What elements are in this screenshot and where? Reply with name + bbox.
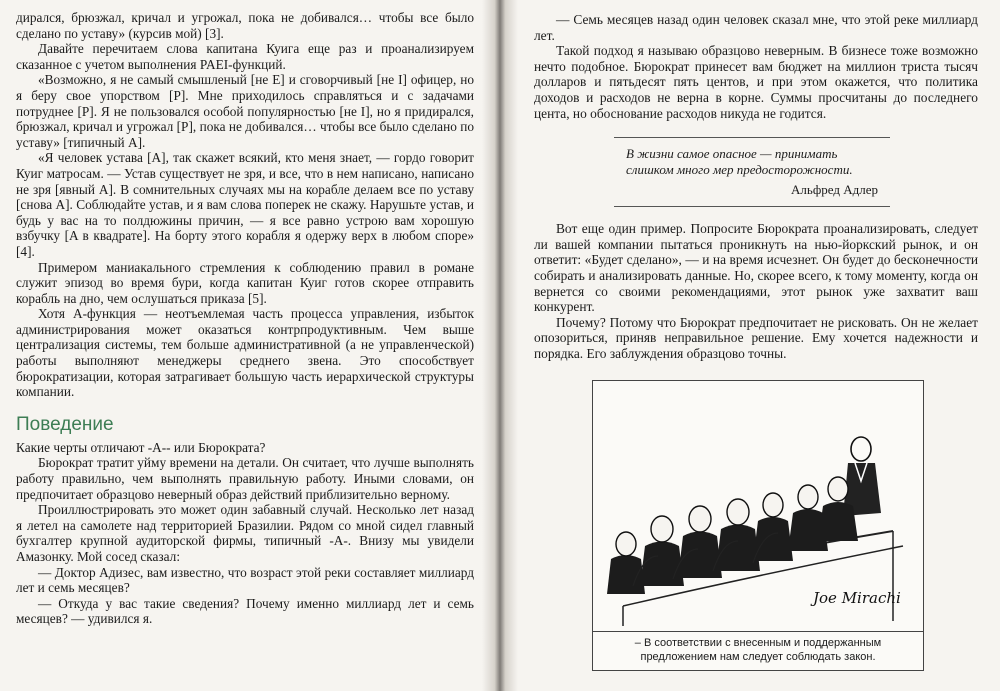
paragraph: Давайте перечитаем слова капитана Куига еще раз и проанализируем сказанное с учетом выполнения PAEI-функций. — [16, 41, 474, 72]
paragraph: Почему? Потому что Бюрократ предпочитает не рисковать. Он не желает опозориться, приняв неправильное решение. Ему хочется надежности и порядка. Его заблуждения образцово точны. — [534, 314, 978, 361]
paragraph: — Семь месяцев назад один человек сказал мне, что этой реке миллиард лет. — [534, 12, 978, 43]
paragraph: Хотя A-функция — неотъемлемая часть процесса управления, избыток администрирования может оказаться контрпродуктивным. Чем выше централизация системы, тем больше административной (а не управленческой) работы выполняют менеджеры среднего звена. Это способствует бюрократизации, которая затрагивает большую часть иерархической структуры компании. — [16, 306, 474, 400]
paragraph: — Доктор Адизес, вам известно, что возраст этой реки составляет миллиард лет и семь месяцев? — [16, 564, 474, 596]
left-page — [0, 0, 492, 691]
epigraph-quote — [614, 137, 890, 207]
meeting-cartoon-illustration — [593, 381, 923, 631]
quote-text: В жизни самое опасное — принимать слишком много мер предосторожности. — [626, 146, 853, 178]
paragraph: Вот еще один пример. Попросите Бюрократа проанализировать, следует ли вашей компании пытаться проникнуть на нью-йоркский рынок, и он ответит: «Будет сделано», — и на время исчезнет. Он будет до бесконечности собирать и анализировать данные. Но, скорее всего, к тому моменту, когда он вернется со своими рекомендациями, этот рынок уже захватит ваш конкурент. — [534, 221, 978, 315]
paragraph: — Откуда у вас такие сведения? Почему именно миллиард лет и семь месяцев? — удивился я. — [16, 595, 474, 627]
paragraph: «Я человек устава [A], так скажет всякий, кто меня знает, — гордо говорит Куиг матросам. — Устав существует не зря, и все, что в нем написано, написано не зря [явный A]. В сомнительных случаях мы на корабле делаем все по уставу [снова A]. Соблюдайте устав, и я вам слова поперек не скажу. Нарушьте устав, и будь у вас на то полдюжины причин, — я все равно устрою вам хорошую взбучку [A в квадрате]. На борту этого корабля я одержу верх в любом споре» [4]. — [16, 150, 474, 259]
cartoon-signature: Joe Mirachi — [813, 588, 901, 607]
paragraph: «Возможно, я не самый смышленый [не E] и сговорчивый [не I] офицер, но я беру свое упорством [P]. Мне приходилось справляться и с задачами потруднее [P]. Я не пользовался особой популярностью [не I], но я придирался, брюзжал, кричал и угрожал [P], пока не добивался… чтобы все было сделано по уставу» [типичный A]. — [16, 72, 474, 150]
paragraph: Примером маниакального стремления к соблюдению правил в романе служит эпизод во время бури, когда капитан Куиг готов скорее отправить корабль на дно, чем ослушаться приказа [5]. — [16, 259, 474, 306]
paragraph: Какие черты отличают -A-- или Бюрократа? — [16, 439, 266, 455]
cartoon-figure — [592, 380, 924, 671]
section-heading: Поведение — [16, 413, 114, 435]
paragraph: Бюрократ тратит уйму времени на детали. Он считает, что лучше выполнять работу правильно, чем выполнять правильную работу. Иными словами, он предпочитает образцово неверный образ действий приблизительно верному. — [16, 455, 474, 502]
right-page — [508, 0, 1000, 691]
quote-author: Альфред Адлер — [791, 182, 878, 198]
paragraph: Проиллюстрировать это может один забавный случай. Несколько лет назад я летел на самолете над территорией Бразилии. Рядом со мной сидел главный бухгалтер крупной аудиторской фирмы, типичный -A-. Внизу мы увидели Амазонку. Мой сосед сказал: — [16, 502, 474, 564]
paragraph: дирался, брюзжал, кричал и угрожал, пока не добивался… чтобы все было сделано по уставу» (курсив мой) [3]. — [16, 10, 474, 41]
book-gutter — [482, 0, 518, 691]
figure-caption: – В соответствии с внесенным и поддержанным предложением нам следует соблюдать закон. — [593, 631, 923, 670]
paragraph: Такой подход я называю образцово неверным. В бизнесе тоже возможно нечто подобное. Бюрократ принесет вам бюджет на миллион триста тысяч долларов и пятьдесят пять центов, и при этом окажется, что политика доходов и расходов не верна в корне. Суммы просчитаны до последнего цента, но обоснование расходов никуда не годится. — [534, 43, 978, 121]
